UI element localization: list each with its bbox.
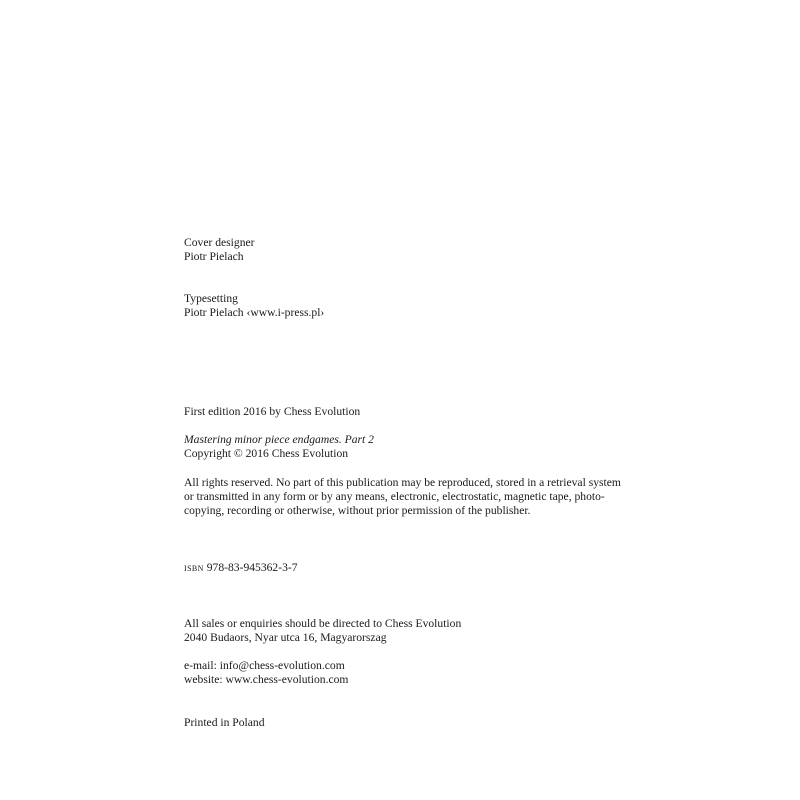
edition-text: First edition 2016 by Chess Evolution	[184, 405, 361, 418]
contact-info	[184, 659, 634, 687]
copyright-line: Copyright © 2016 Chess Evolution	[184, 447, 349, 460]
title-copyright-block	[184, 433, 634, 461]
cover-designer-name: Piotr Pielach	[184, 250, 244, 263]
email-line: e-mail: info@chess-evolution.com	[184, 659, 345, 672]
printed-statement	[184, 716, 634, 730]
rights-line: or transmitted in any form or by any means, electronic, electrostatic, magnetic tape, photo-	[184, 490, 605, 503]
rights-paragraph	[184, 476, 634, 518]
book-title: Mastering minor piece endgames. Part 2	[184, 433, 374, 446]
isbn-line	[184, 561, 634, 575]
website-line: website: www.chess-evolution.com	[184, 673, 349, 686]
isbn-label: isbn	[184, 561, 204, 574]
typesetting-credit	[184, 292, 634, 320]
sales-line: All sales or enquiries should be directed to Chess Evolution	[184, 617, 462, 630]
typesetting-label: Typesetting	[184, 292, 238, 305]
edition-statement	[184, 405, 634, 419]
typesetting-name: Piotr Pielach ‹www.i-press.pl›	[184, 306, 325, 319]
printed-text: Printed in Poland	[184, 716, 265, 729]
rights-line: All rights reserved. No part of this publication may be reproduced, stored in a retrieval system	[184, 476, 621, 489]
cover-designer-label: Cover designer	[184, 236, 255, 249]
rights-line: copying, recording or otherwise, without prior permission of the publisher.	[184, 504, 531, 517]
cover-designer-credit	[184, 236, 634, 264]
sales-info	[184, 617, 634, 645]
address-line: 2040 Budaors, Nyar utca 16, Magyarorszag	[184, 631, 387, 644]
isbn-number: 978-83-945362-3-7	[206, 561, 298, 574]
